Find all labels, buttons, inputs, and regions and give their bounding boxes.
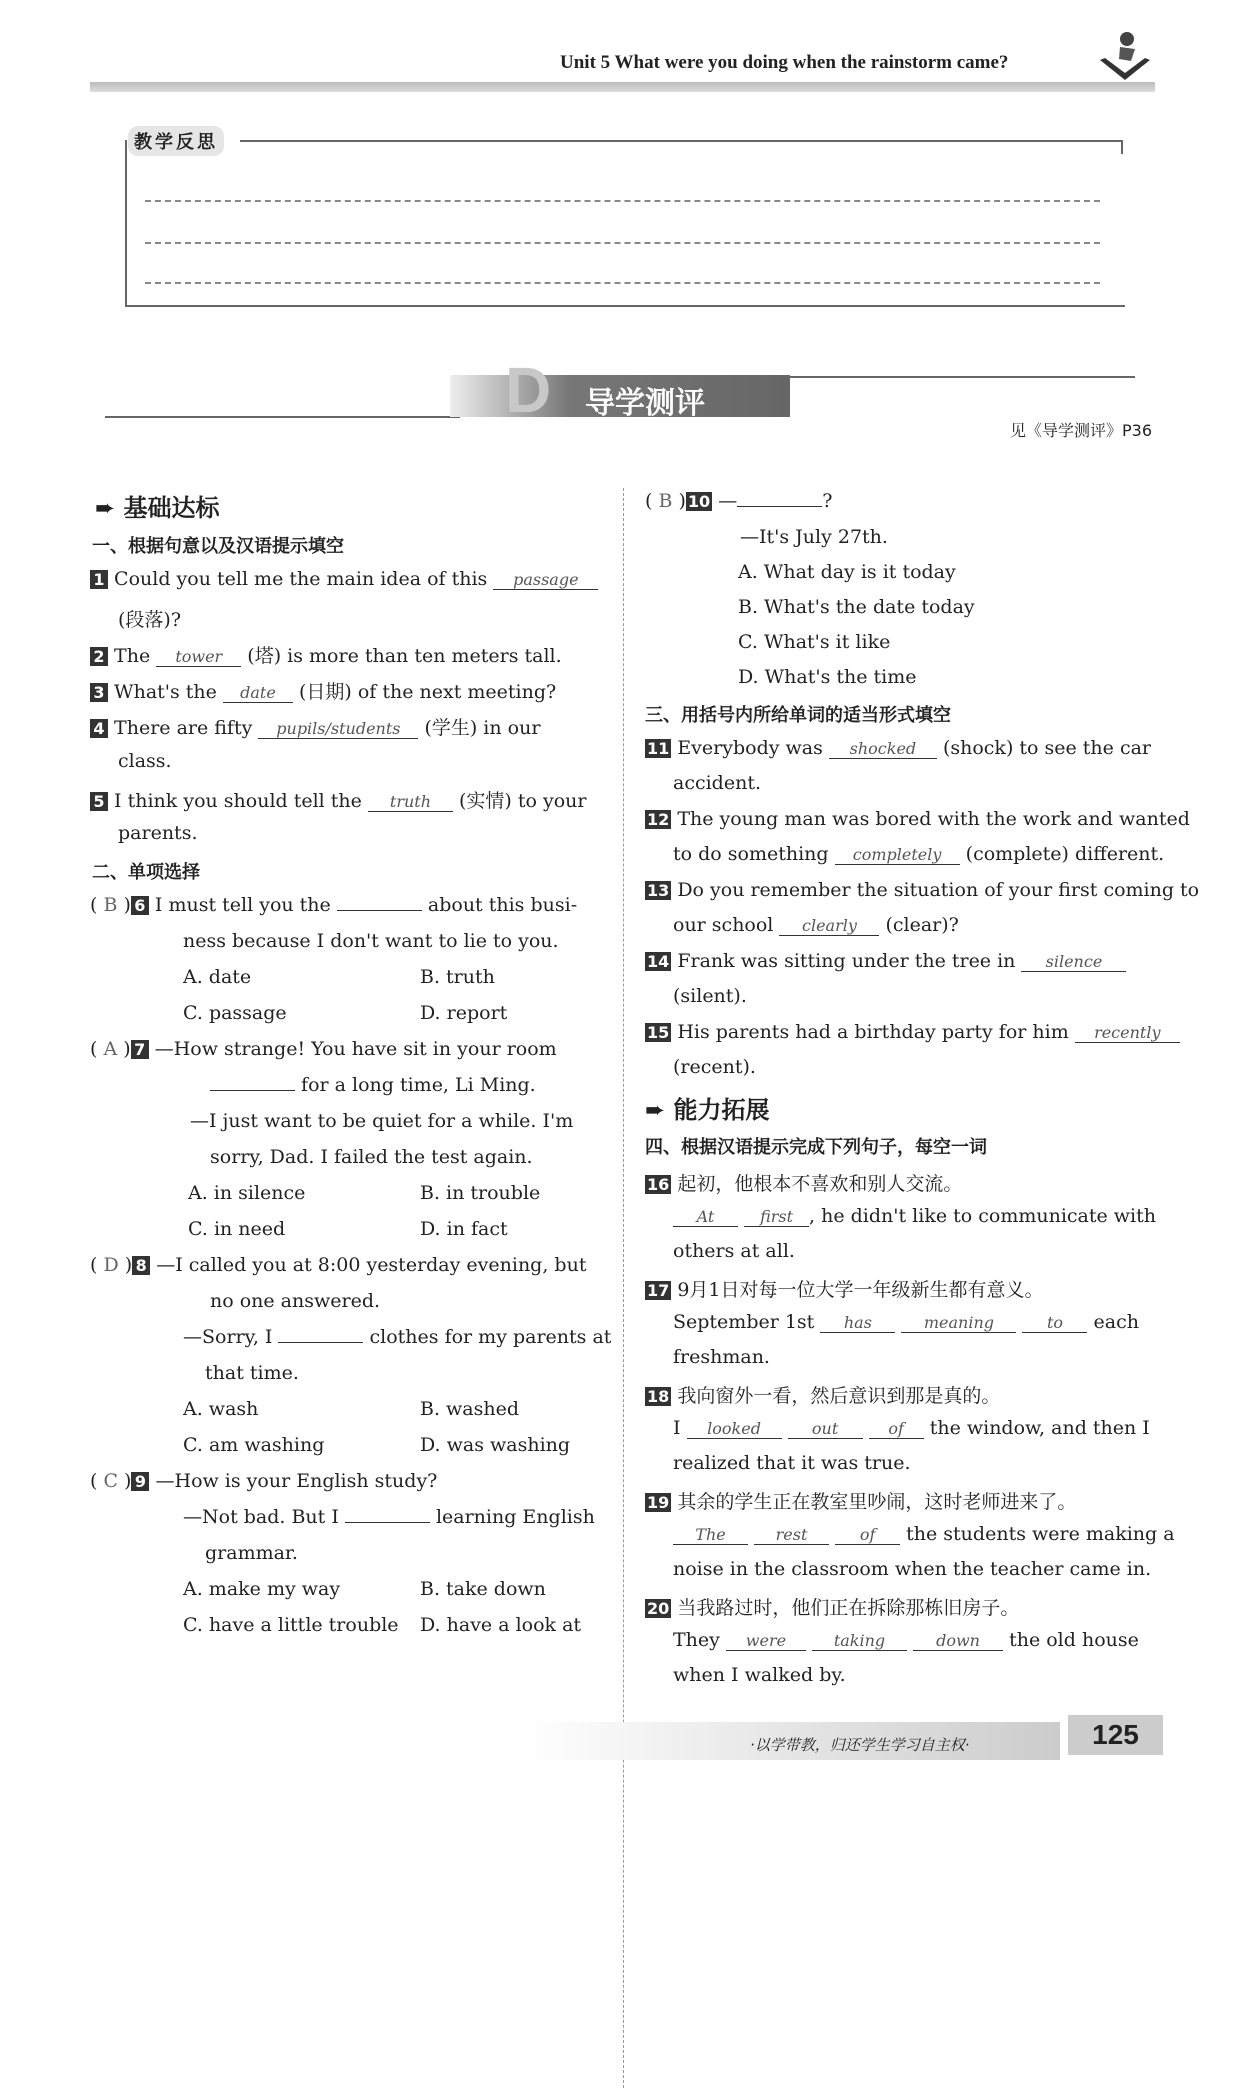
option-d[interactable]: D. What's the time <box>738 666 917 688</box>
option-a[interactable]: A. date <box>183 966 252 988</box>
question-5-cont: parents. <box>118 822 198 844</box>
question-17-cont: September 1st has meaning to each <box>673 1311 1139 1333</box>
question-19: 19 其余的学生正在教室里吵闹，这时老师进来了。 <box>647 1491 1077 1513</box>
option-a[interactable]: A. in silence <box>188 1182 306 1204</box>
option-b[interactable]: B. washed <box>420 1398 520 1420</box>
question-15: 15 His parents had a birthday party for him recently <box>645 1021 1180 1043</box>
question-9-cont: —Not bad. But I learning English <box>183 1506 595 1528</box>
question-1-cont: (段落)? <box>118 609 182 631</box>
option-b[interactable]: B. truth <box>420 966 495 988</box>
answer-blank[interactable]: meaning <box>901 1313 1016 1333</box>
question-19-cont: The rest of the students were making a <box>673 1523 1175 1545</box>
banner-letter: D <box>505 354 552 426</box>
option-a[interactable]: A. wash <box>183 1398 259 1420</box>
part3-heading: 三、用括号内所给单词的适当形式填空 <box>645 705 951 726</box>
choice-answer[interactable]: D <box>103 1254 119 1276</box>
section-ability-label: ➨ 能力拓展 <box>645 1096 770 1124</box>
reflection-right-tick <box>1121 140 1123 154</box>
question-5: 5 I think you should tell the truth (实情) to your <box>90 786 587 813</box>
question-2: 2 The tower (塔) is more than ten meters tall. <box>90 641 562 668</box>
question-11-cont: accident. <box>673 772 762 794</box>
choice-answer[interactable]: A <box>103 1038 118 1060</box>
arrow-icon: ➨ <box>95 494 116 522</box>
option-c[interactable]: C. have a little trouble <box>183 1614 399 1636</box>
answer-blank[interactable]: silence <box>1021 952 1126 972</box>
question-7-cont: sorry, Dad. I failed the test again. <box>210 1146 533 1168</box>
question-8: ( D ) 8 —I called you at 8:00 yesterday evening, but <box>90 1254 587 1276</box>
answer-blank[interactable]: were <box>726 1631 806 1651</box>
reflection-top-line <box>240 140 1123 142</box>
answer-blank[interactable]: of <box>869 1419 924 1439</box>
option-c[interactable]: C. What's it like <box>738 631 891 653</box>
question-16-cont: others at all. <box>673 1240 795 1262</box>
answer-blank[interactable]: tower <box>156 647 241 667</box>
reflection-line <box>145 242 1100 244</box>
question-8-cont: that time. <box>205 1362 299 1384</box>
part2-heading: 二、单项选择 <box>92 862 200 883</box>
answer-blank[interactable]: completely <box>835 845 960 865</box>
option-a[interactable]: A. What day is it today <box>738 561 956 583</box>
question-15-cont: (recent). <box>673 1056 756 1078</box>
answer-blank[interactable]: truth <box>368 792 453 812</box>
question-6-cont: ness because I don't want to lie to you. <box>183 930 559 952</box>
question-9: ( C ) 9 —How is your English study? <box>90 1470 438 1492</box>
answer-blank[interactable]: taking <box>812 1631 907 1651</box>
section-basic-label: ➨ 基础达标 <box>95 494 220 522</box>
question-7-cont: for a long time, Li Ming. <box>210 1074 536 1096</box>
question-6: ( B ) 6 I must tell you the about this busi- <box>90 894 578 916</box>
question-20: 20 当我路过时，他们正在拆除那栋旧房子。 <box>647 1597 1020 1619</box>
question-12: 12 The young man was bored with the work and wanted <box>647 808 1190 830</box>
reflection-label: 教学反思 <box>128 126 224 156</box>
banner-right-line <box>790 376 1135 378</box>
answer-blank[interactable] <box>210 1090 295 1091</box>
option-d[interactable]: D. report <box>420 1002 508 1024</box>
option-b[interactable]: B. What's the date today <box>738 596 975 618</box>
arrow-icon: ➨ <box>645 1096 666 1124</box>
answer-blank[interactable]: of <box>835 1525 900 1545</box>
answer-blank[interactable]: down <box>913 1631 1003 1651</box>
answer-blank[interactable]: first <box>744 1207 809 1227</box>
question-18: 18 我向窗外一看，然后意识到那是真的。 <box>647 1385 1001 1407</box>
reflection-line <box>145 200 1100 202</box>
option-b[interactable]: B. in trouble <box>420 1182 541 1204</box>
question-14-cont: (silent). <box>673 985 747 1007</box>
answer-blank[interactable] <box>278 1342 363 1343</box>
question-8-cont: —Sorry, I clothes for my parents at <box>183 1326 612 1348</box>
part4-heading: 四、根据汉语提示完成下列句子，每空一词 <box>645 1137 987 1158</box>
answer-blank[interactable]: shocked <box>829 739 937 759</box>
question-17: 17 9月1日对每一位大学一年级新生都有意义。 <box>647 1279 1044 1301</box>
question-17-cont: freshman. <box>673 1346 770 1368</box>
answer-blank[interactable]: to <box>1022 1313 1087 1333</box>
choice-answer[interactable]: B <box>103 894 118 916</box>
choice-answer[interactable]: B <box>658 490 673 512</box>
option-c[interactable]: C. am washing <box>183 1434 325 1456</box>
answer-blank[interactable]: passage <box>493 570 598 590</box>
question-7: ( A ) 7 —How strange! You have sit in your room <box>90 1038 557 1060</box>
option-d[interactable]: D. was washing <box>420 1434 571 1456</box>
answer-blank[interactable]: pupils/students <box>258 719 418 739</box>
answer-blank[interactable] <box>337 910 422 911</box>
header-bar <box>90 82 1155 92</box>
answer-blank[interactable]: out <box>788 1419 863 1439</box>
question-13-cont: our school clearly (clear)? <box>673 914 959 936</box>
question-19-cont: noise in the classroom when the teacher came in. <box>673 1558 1152 1580</box>
question-11: 11 Everybody was shocked (shock) to see the car <box>647 737 1151 759</box>
question-10: ( B ) 10 — ? <box>645 490 833 512</box>
answer-blank[interactable]: rest <box>754 1525 829 1545</box>
question-14: 14 Frank was sitting under the tree in silence <box>645 950 1126 972</box>
question-16: 16 起初，他根本不喜欢和别人交流。 <box>647 1173 963 1195</box>
answer-blank[interactable]: clearly <box>779 916 879 936</box>
question-18-cont: I looked out of the window, and then I <box>673 1417 1150 1439</box>
question-20-cont: They were taking down the old house <box>673 1629 1139 1651</box>
question-8-cont: no one answered. <box>210 1290 381 1312</box>
answer-blank[interactable] <box>737 506 822 507</box>
part1-heading: 一、根据句意以及汉语提示填空 <box>92 536 344 557</box>
question-10-cont: —It's July 27th. <box>740 526 888 548</box>
banner-reference: 见《导学测评》P36 <box>1010 421 1153 440</box>
choice-answer[interactable]: C <box>103 1470 118 1492</box>
option-d[interactable]: D. in fact <box>420 1218 508 1240</box>
answer-blank[interactable]: date <box>223 683 293 703</box>
answer-blank[interactable]: The <box>673 1525 748 1545</box>
question-3: 3 What's the date (日期) of the next meeting? <box>90 677 556 704</box>
question-9-cont: grammar. <box>205 1542 298 1564</box>
option-c[interactable]: C. in need <box>188 1218 286 1240</box>
column-divider <box>623 488 624 2088</box>
answer-blank[interactable]: recently <box>1075 1023 1180 1043</box>
question-4-cont: class. <box>118 750 172 772</box>
question-4: 4 There are fifty pupils/students (学生) in our <box>90 713 540 740</box>
page-header-title: Unit 5 What were you doing when the rainstorm came? <box>560 52 1009 73</box>
option-a[interactable]: A. make my way <box>183 1578 341 1600</box>
answer-blank[interactable]: has <box>820 1313 895 1333</box>
question-16-cont: At first , he didn't like to communicate with <box>673 1205 1156 1227</box>
page-number: 125 <box>1068 1715 1163 1755</box>
banner-title: 导学测评 <box>585 386 705 421</box>
answer-blank[interactable]: looked <box>687 1419 782 1439</box>
question-13: 13 Do you remember the situation of your first coming to <box>647 879 1200 901</box>
option-d[interactable]: D. have a look at <box>420 1614 582 1636</box>
question-12-cont: to do something completely (complete) different. <box>673 843 1165 865</box>
answer-blank[interactable] <box>345 1522 430 1523</box>
option-c[interactable]: C. passage <box>183 1002 287 1024</box>
reflection-line <box>145 282 1100 284</box>
book-logo-icon <box>1095 25 1155 85</box>
banner-left-line <box>105 416 460 418</box>
footer-motto: ·以学带教，归还学生学习自主权· <box>750 1736 970 1754</box>
question-7-cont: —I just want to be quiet for a while. I'm <box>190 1110 574 1132</box>
answer-blank[interactable]: At <box>673 1207 738 1227</box>
question-1: 1 Could you tell me the main idea of this passage <box>90 568 598 590</box>
question-20-cont: when I walked by. <box>673 1664 846 1686</box>
option-b[interactable]: B. take down <box>420 1578 546 1600</box>
question-18-cont: realized that it was true. <box>673 1452 911 1474</box>
